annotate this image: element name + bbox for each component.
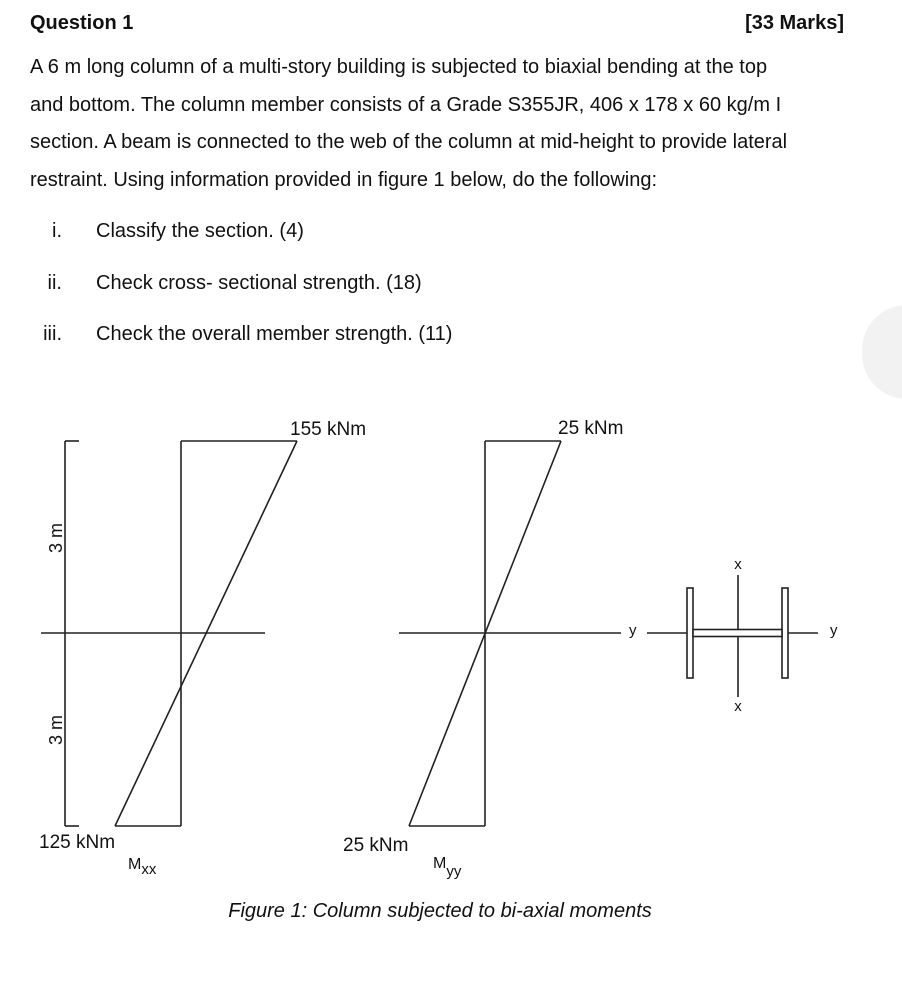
task-text: Check the overall member strength. (11)	[96, 323, 453, 345]
mxx-top-moment-label: 155 kNm	[290, 419, 367, 440]
mxx-dimension-lower-label: 3 m	[46, 714, 66, 746]
mxx-axis-name-main: M	[128, 856, 142, 873]
mxx-axis-name-sub: xx	[141, 861, 157, 878]
mxx-axis-name	[128, 856, 157, 878]
section-web	[693, 630, 782, 637]
myy-bottom-moment-label: 25 kNm	[343, 835, 409, 856]
intro-line: restraint. Using information provided in figure 1 below, do the following:	[30, 168, 658, 191]
section-x-label-top: x	[734, 556, 742, 573]
task-number: i.	[52, 220, 62, 242]
task-number: ii.	[47, 272, 62, 294]
mxx-dimension-upper-label: 3 m	[46, 522, 66, 554]
intro-line: section. A beam is connected to the web of the column at mid-height to provide lateral	[30, 131, 788, 153]
myy-axis-name-sub: yy	[446, 863, 462, 880]
mxx-bottom-moment-label: 125 kNm	[39, 832, 116, 853]
task-text: Check cross- sectional strength. (18)	[96, 272, 422, 294]
question-title: Question 1	[30, 12, 134, 34]
intro-line: A 6 m long column of a multi-story building is subjected to biaxial bending at the top	[30, 56, 768, 78]
question-marks: [33 Marks]	[745, 12, 844, 34]
myy-axis-name	[433, 855, 462, 880]
section-x-label-bottom: x	[734, 698, 742, 715]
task-text: Classify the section. (4)	[96, 220, 304, 242]
section-y-label-left: y	[629, 622, 637, 639]
myy-axis-name-main: M	[433, 855, 447, 872]
section-left-flange	[687, 588, 693, 678]
figure-caption: Figure 1: Column subjected to bi-axial moments	[228, 900, 652, 922]
section-y-label-right: y	[830, 622, 838, 639]
myy-top-moment-label: 25 kNm	[558, 418, 624, 439]
intro-line: and bottom. The column member consists of a Grade S355JR, 406 x 178 x 60 kg/m I	[30, 93, 782, 116]
section-right-flange	[782, 588, 788, 678]
task-number: iii.	[43, 323, 62, 345]
